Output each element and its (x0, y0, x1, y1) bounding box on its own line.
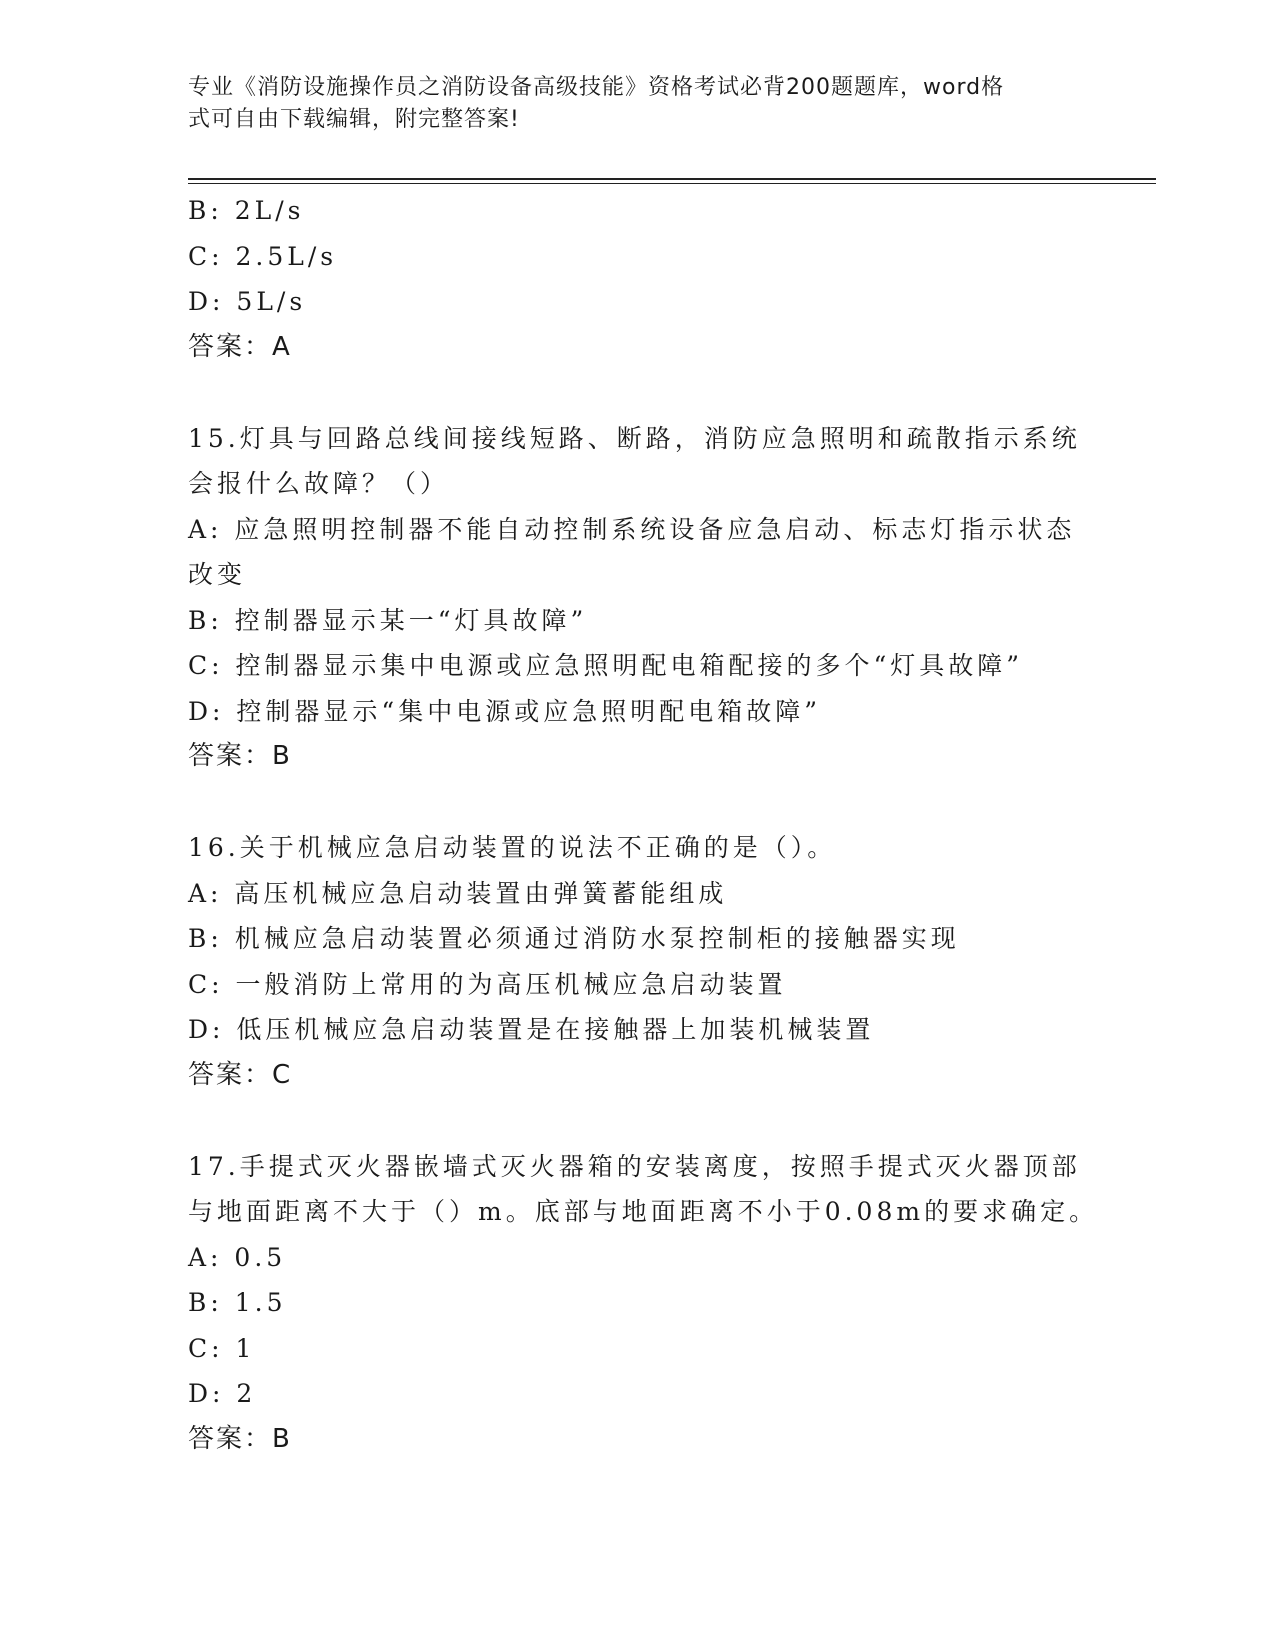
document-header (188, 72, 1088, 136)
option-c: C: 控制器显示集中电源或应急照明配电箱配接的多个“灯具故障” (188, 651, 1024, 680)
spacer (188, 780, 1088, 826)
answer: 答案：B (188, 1423, 292, 1454)
header-rule-thin (188, 183, 1156, 184)
option-a: A: 高压机械应急启动装置由弹簧蓄能组成 (188, 878, 728, 908)
question-14-tail (188, 188, 1088, 370)
spacer (188, 1098, 1088, 1144)
question-text-line-1: 15.灯具与回路总线间接线短路、断路，消防应急照明和疏散指示系统 (188, 423, 1081, 453)
option-b: B: 1.5 (188, 1288, 287, 1317)
option-a: A: 0.5 (188, 1242, 287, 1272)
option-c: C: 1 (188, 1333, 256, 1363)
answer: 答案：C (188, 1059, 293, 1090)
option-b: B: 控制器显示某一“灯具故障” (188, 605, 588, 635)
option-c: C: 2.5L/s (188, 241, 338, 271)
spacer (188, 370, 1088, 416)
answer: 答案：A (188, 331, 292, 362)
option-a-line-2: 改变 (188, 560, 247, 589)
question-list (188, 188, 1099, 1462)
question-17 (188, 1144, 1099, 1463)
option-d: D: 5L/s (188, 287, 307, 316)
option-b: B: 2L/s (188, 196, 305, 225)
question-text-line-1: 17.手提式灭火器嵌墙式灭火器箱的安装离度，按照手提式灭火器顶部 (188, 1151, 1081, 1181)
question-text-line-2: 与地面距离不大于（）m。底部与地面距离不小于0.08m的要求确定。 (188, 1197, 1099, 1226)
option-d: D: 控制器显示“集中电源或应急照明配电箱故障” (188, 696, 821, 726)
question-text-line-1: 16.关于机械应急启动装置的说法不正确的是（）。 (188, 833, 837, 862)
option-d: D: 低压机械应急启动装置是在接触器上加装机械装置 (188, 1015, 875, 1044)
question-15 (188, 416, 1088, 780)
header-rule-thick (188, 178, 1156, 180)
option-c: C: 一般消防上常用的为高压机械应急启动装置 (188, 969, 787, 999)
answer: 答案：B (188, 741, 292, 771)
header-line-2: 式可自由下载编辑，附完整答案! (188, 107, 520, 132)
option-b: B: 机械应急启动装置必须通过消防水泵控制柜的接触器实现 (188, 924, 960, 953)
header-line-1: 专业《消防设施操作员之消防设备高级技能》资格考试必背200题题库，word格 (188, 75, 1005, 100)
option-d: D: 2 (188, 1379, 257, 1408)
question-16 (188, 825, 1088, 1098)
option-a-line-1: A: 应急照明控制器不能自动控制系统设备应急启动、标志灯指示状态 (188, 514, 1076, 544)
question-text-line-2: 会报什么故障？（） (188, 469, 450, 498)
